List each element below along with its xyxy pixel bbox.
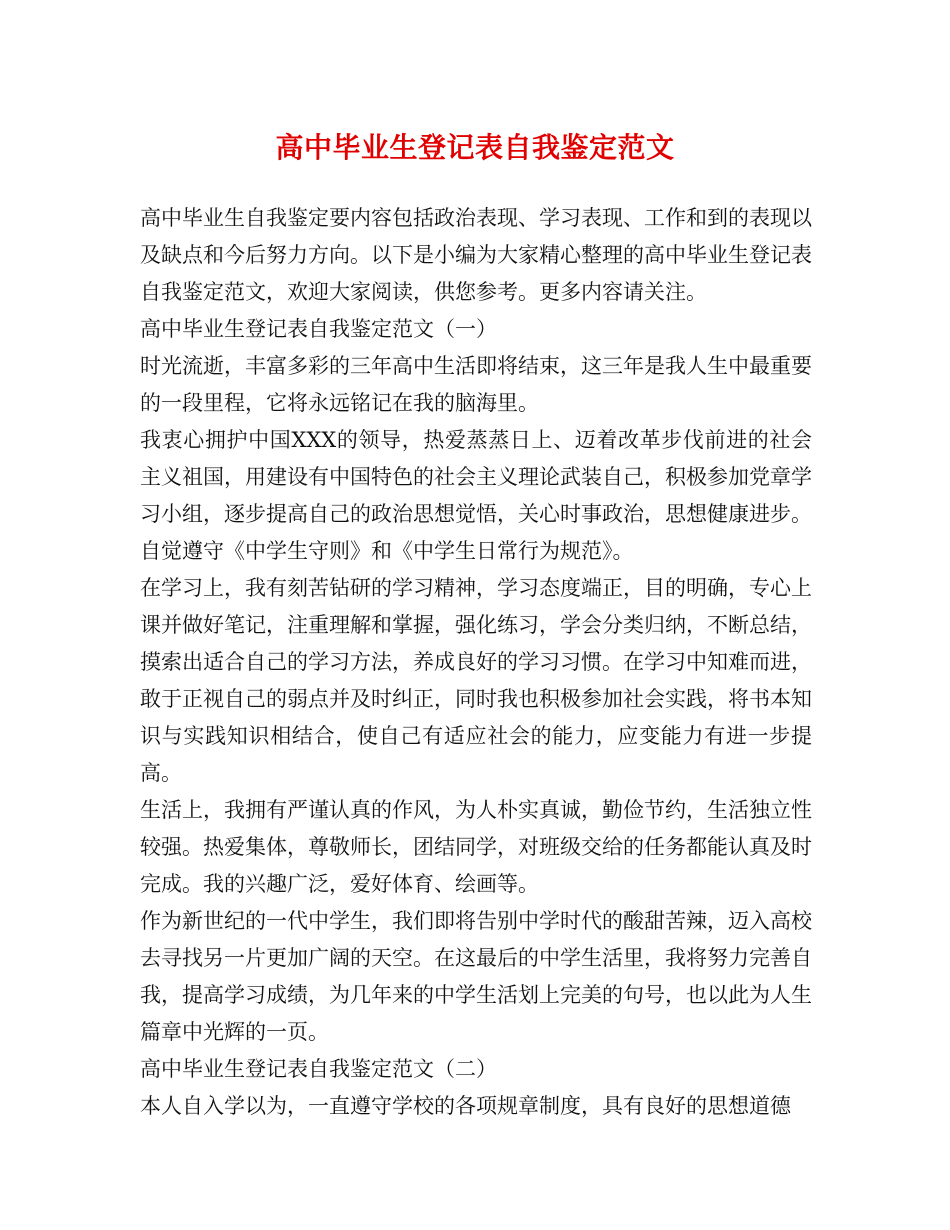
section-heading-2: 高中毕业生登记表自我鉴定范文（二） [140,1057,497,1081]
body-paragraph: 作为新世纪的一代中学生，我们即将告别中学时代的酸甜苦辣，迈入高校去寻找另一片更加广阔的天空。在这最后的中学生活里，我将努力完善自我，提高学习成绩，为几年来的中学生活划上完美的句号，也以此为人生篇章中光辉的一页。 [140,909,812,1044]
body-paragraph: 本人自入学以为，一直遵守学校的各项规章制度，具有良好的思想道德 [140,1094,791,1118]
body-paragraph: 我衷心拥护中国XXX的领导，热爱蒸蒸日上、迈着改革步伐前进的社会主义祖国，用建设有中国特色的社会主义理论武装自己，积极参加党章学习小组，逐步提高自己的政治思想觉悟，关心时事政治，思想健康进步。自觉遵守《中学生守则》和《中学生日常行为规范》。 [140,428,812,563]
document-body [140,200,812,1125]
section-heading-1: 高中毕业生登记表自我鉴定范文（一） [140,317,497,341]
body-paragraph: 在学习上，我有刻苦钻研的学习精神，学习态度端正，目的明确，专心上课并做好笔记，注重理解和掌握，强化练习，学会分类归纳，不断总结，摸索出适合自己的学习方法，养成良好的学习习惯。在学习中知难而进，敢于正视自己的弱点并及时纠正，同时我也积极参加社会实践，将书本知识与实践知识相结合，使自己有适应社会的能力，应变能力有进一步提高。 [140,576,812,785]
body-paragraph: 时光流逝，丰富多彩的三年高中生活即将结束，这三年是我人生中最重要的一段里程，它将永远铭记在我的脑海里。 [140,354,812,415]
document-title: 高中毕业生登记表自我鉴定范文 [275,131,675,164]
intro-paragraph: 高中毕业生自我鉴定要内容包括政治表现、学习表现、工作和到的表现以及缺点和今后努力方向。以下是小编为大家精心整理的高中毕业生登记表自我鉴定范文，欢迎大家阅读，供您参考。更多内容请关注。 [140,206,812,304]
body-paragraph: 生活上，我拥有严谨认真的作风，为人朴实真诚，勤俭节约，生活独立性较强。热爱集体，尊敬师长，团结同学，对班级交给的任务都能认真及时完成。我的兴趣广泛，爱好体育、绘画等。 [140,798,812,896]
